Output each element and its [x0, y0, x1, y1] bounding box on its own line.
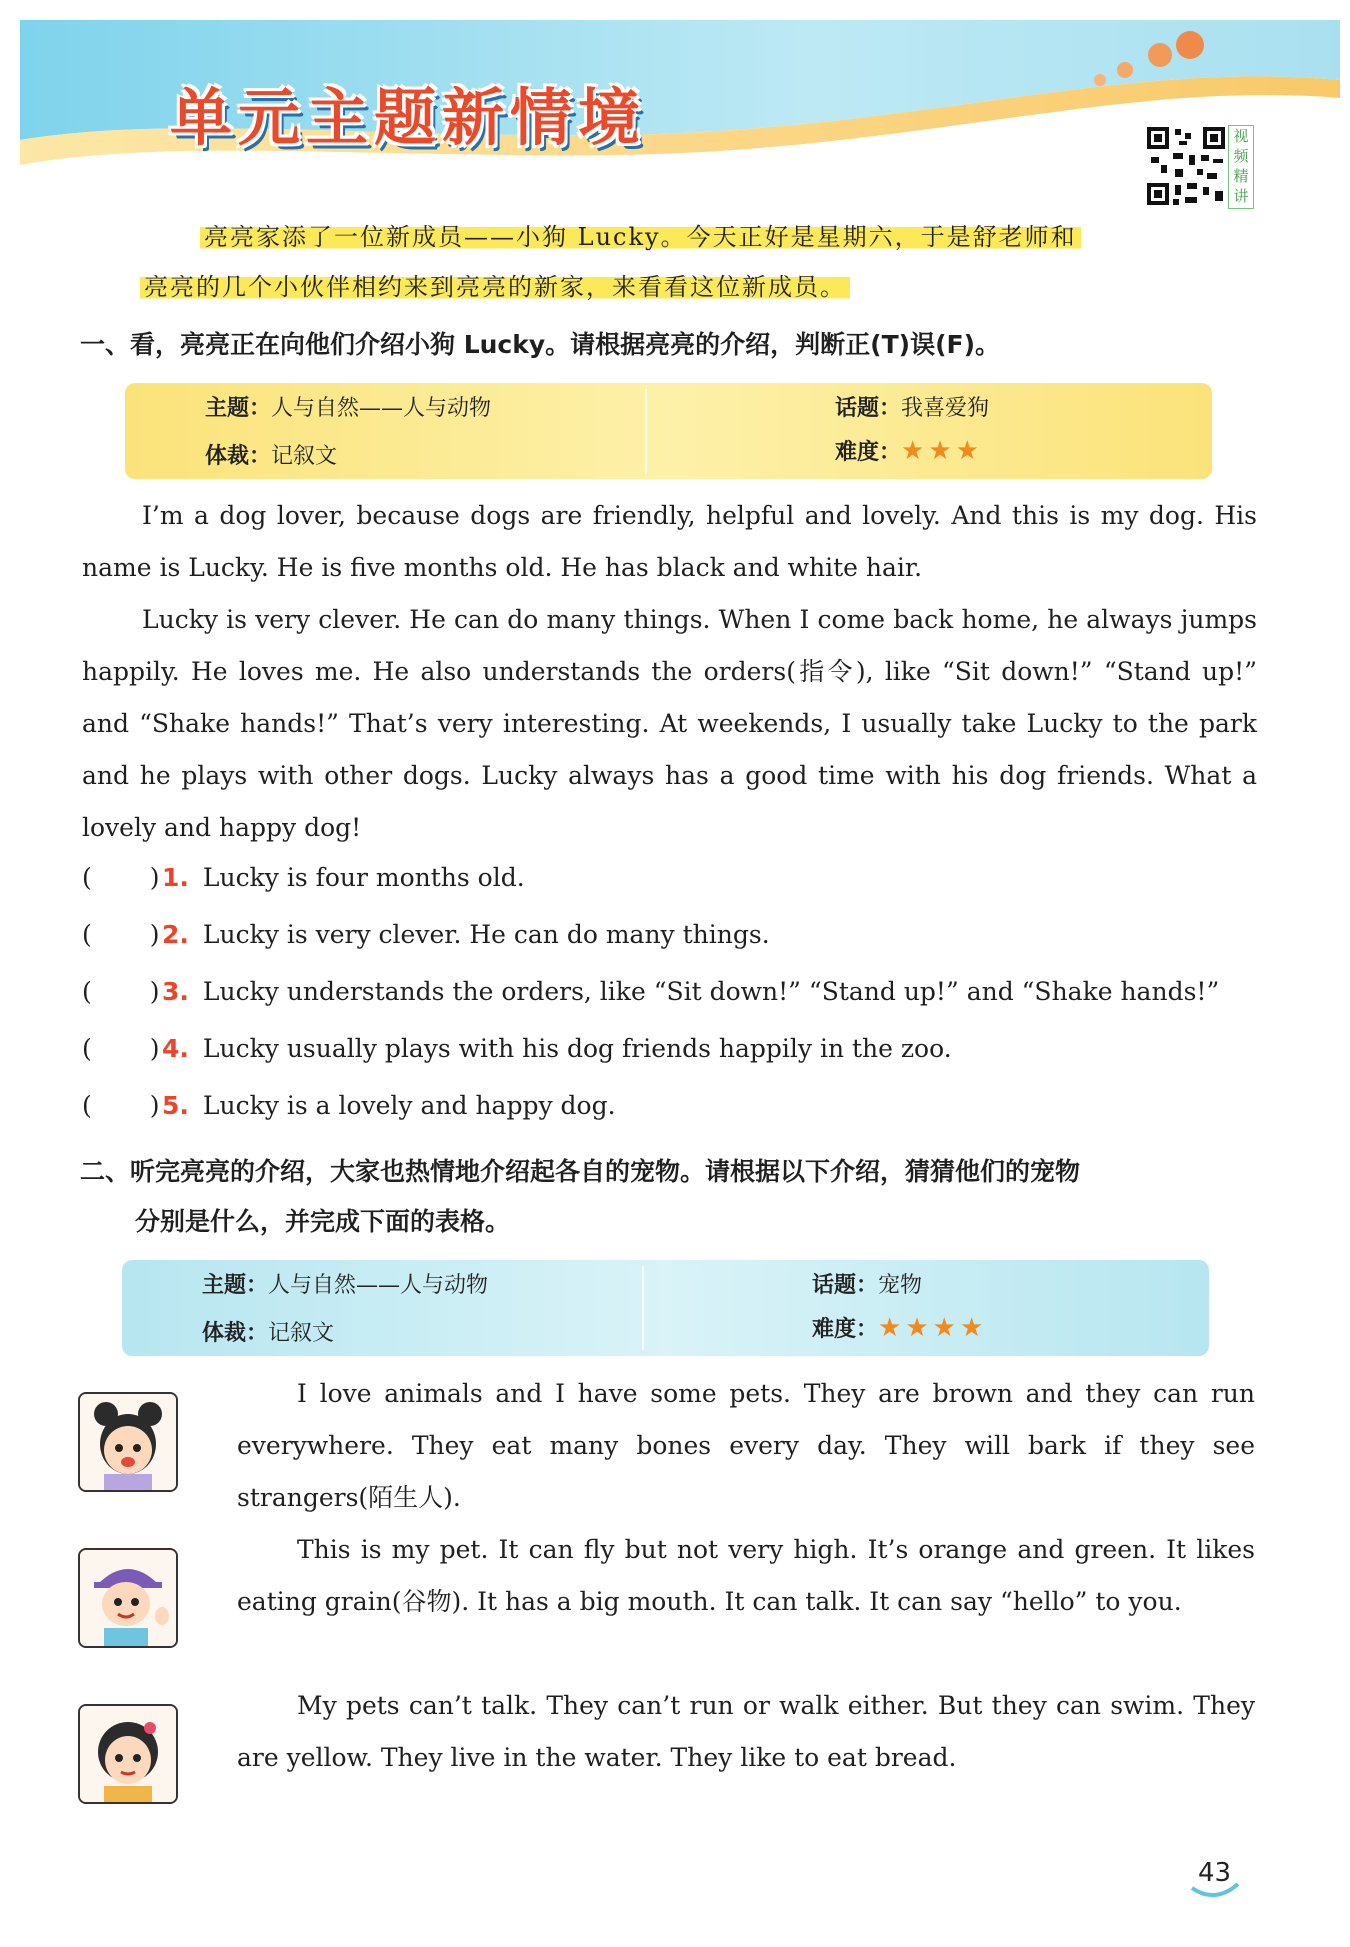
answer-blank[interactable]: ( ) [82, 863, 160, 892]
banner-dot [1117, 62, 1133, 78]
reading-passage-1 [82, 490, 1257, 854]
section-1-info-box [125, 383, 1212, 479]
page-number: 43 [1198, 1858, 1232, 1888]
pet-description-1: I love animals and I have some pets. They are brown and they can run everywhere. They eat many bones every day. They will bark if they see strangers(陌生人). [237, 1379, 1255, 1512]
section-2-heading-line-1: 二、听完亮亮的介绍，大家也热情地介绍起各自的宠物。请根据以下介绍，猜猜他们的宠物 [80, 1157, 1081, 1186]
intro-line-1: 亮亮家添了一位新成员——小狗 Lucky。今天正好是星期六，于是舒老师和 [200, 221, 1081, 253]
video-lecture-label[interactable]: 视 频 精 讲 [1228, 125, 1254, 209]
answer-blank[interactable]: ( ) [82, 1034, 160, 1063]
intro-line-2: 亮亮的几个小伙伴相约来到亮亮的新家，来看看这位新成员。 [140, 271, 850, 303]
difficulty-stars: ★★★ [901, 436, 983, 466]
info-difficulty: 难度：★★★★ [812, 1313, 988, 1343]
boy-avatar-icon [80, 1550, 176, 1646]
info-genre: 体裁：记叙文 [205, 444, 338, 469]
qr-code-icon[interactable] [1145, 125, 1227, 207]
tf-question-2[interactable]: ( ) 2. Lucky is very clever. He can do many things. [82, 920, 770, 949]
girl-avatar-icon [80, 1394, 176, 1490]
unit-title: 单元主题新情境 [170, 81, 647, 154]
tf-question-1[interactable]: ( ) 1. Lucky is four months old. [82, 863, 525, 892]
girl-ponytail-avatar-icon [80, 1706, 176, 1802]
info-divider [645, 389, 647, 473]
intro-text [140, 212, 1260, 312]
banner-dot [1176, 31, 1204, 59]
answer-blank[interactable]: ( ) [82, 920, 160, 949]
tf-question-5[interactable]: ( ) 5. Lucky is a lovely and happy dog. [82, 1091, 616, 1120]
info-theme: 主题：人与自然——人与动物 [205, 396, 492, 421]
avatar-boy-cap [78, 1548, 178, 1648]
pet-description-3: My pets can’t talk. They can’t run or walk either. But they can swim. They are yellow. They live in the water. They like to eat bread. [237, 1691, 1255, 1772]
unit-banner [20, 20, 1340, 170]
info-topic: 话题：宠物 [812, 1273, 923, 1298]
answer-blank[interactable]: ( ) [82, 1091, 160, 1120]
info-divider [642, 1266, 644, 1350]
passage-paragraph: I’m a dog lover, because dogs are friendly, helpful and lovely. And this is my dog. His name is Lucky. He is five months old. He has black and white hair. [82, 501, 1257, 582]
info-genre: 体裁：记叙文 [202, 1321, 335, 1346]
avatar-girl-buns [78, 1392, 178, 1492]
page-number-swoosh-icon [1190, 1882, 1240, 1902]
tf-question-4[interactable]: ( ) 4. Lucky usually plays with his dog friends happily in the zoo. [82, 1034, 952, 1063]
answer-blank[interactable]: ( ) [82, 977, 160, 1006]
tf-question-3[interactable]: ( ) 3. Lucky understands the orders, like “Sit down!” “Stand up!” and “Shake hands!” [82, 977, 1220, 1006]
banner-dot [1148, 43, 1172, 67]
section-2-info-box [122, 1260, 1209, 1356]
section-1-heading: 一、看，亮亮正在向他们介绍小狗 Lucky。请根据亮亮的介绍，判断正(T)误(F)。 [80, 330, 1001, 359]
info-topic: 话题：我喜爱狗 [835, 396, 990, 421]
section-2-heading-line-2: 分别是什么，并完成下面的表格。 [135, 1207, 511, 1236]
avatar-girl-ponytail [78, 1704, 178, 1804]
banner-dot [1094, 74, 1106, 86]
passage-paragraph: Lucky is very clever. He can do many things. When I come back home, he always jumps happily. He loves me. He also understands the orders(指令), like “Sit down!” “Stand up!” and “Shake hands!” That’s very interesting. At weekends, I usually take Lucky to the park and he plays with other dogs. Lucky always has a good time with his dog friends. What a lovely and happy dog! [82, 605, 1257, 842]
info-theme: 主题：人与自然——人与动物 [202, 1273, 489, 1298]
difficulty-stars: ★★★★ [878, 1313, 988, 1343]
pet-description-2: This is my pet. It can fly but not very high. It’s orange and green. It likes eating grain(谷物). It has a big mouth. It can talk. It can say “hello” to you. [237, 1535, 1255, 1616]
info-difficulty: 难度：★★★ [835, 436, 983, 466]
